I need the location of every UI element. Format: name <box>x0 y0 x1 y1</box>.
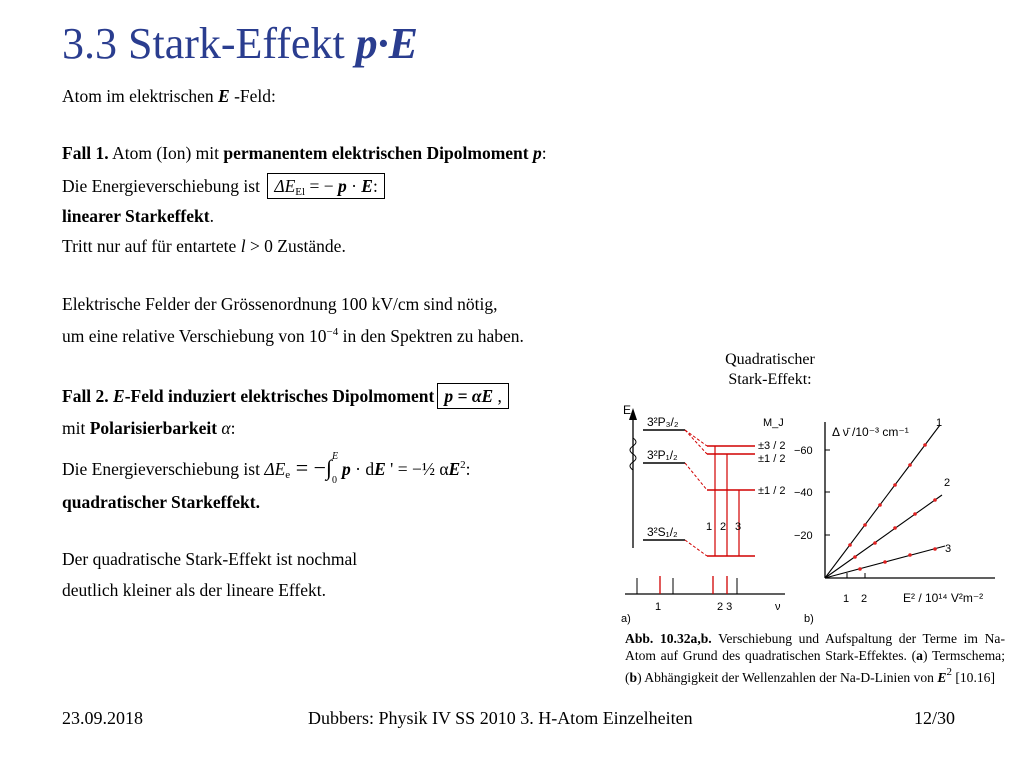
point-1c <box>878 503 882 507</box>
polar-end: : <box>230 418 236 438</box>
f2-b: = −∫ <box>290 455 333 480</box>
linear-stark-label: linearer Starkeffekt <box>62 206 210 226</box>
stark-plot-figure <box>790 410 1015 630</box>
fall1-bold: permanentem elektrischen Dipolmoment <box>223 143 529 163</box>
polar-bold: Polarisierbarkeit <box>89 418 218 438</box>
linear-stark-line <box>62 206 214 227</box>
slide-title <box>62 18 418 69</box>
spectrum-label-1: 1 <box>655 601 662 613</box>
slide-title-text: 3.3 Stark-Effekt <box>62 19 356 68</box>
fields-line-1: Elektrische Felder der Grössenordnung 100 kV/cm sind nötig, <box>62 294 498 314</box>
fall2-var: E <box>113 386 125 406</box>
footer-page-number: 12/30 <box>914 708 956 728</box>
fields-line2-post: in den Spektren zu haben. <box>338 326 524 346</box>
caption-label: Abb. 10.32a,b. <box>625 631 712 646</box>
y-tick-label-60: −60 <box>794 445 813 457</box>
fall1-formula-box <box>267 173 385 199</box>
stark-line-label-1: 1 <box>936 417 943 429</box>
point-1a <box>848 543 852 547</box>
energy-axis-label: E <box>623 403 632 417</box>
caption-ref: [10.16] <box>951 670 995 685</box>
f2-g: E <box>448 459 461 479</box>
f1-end: : <box>372 176 378 196</box>
f1-rest: = − <box>305 176 338 196</box>
f2-upper: E <box>332 451 339 462</box>
state-p32-label: 3²P₃/₂ <box>647 415 679 429</box>
term-scheme-figure <box>615 398 800 628</box>
plot-x-label: E² / 10¹⁴ V²m⁻² <box>903 591 984 605</box>
fall1-var: p <box>533 143 542 163</box>
caption-E: E <box>937 670 947 685</box>
caption-b: b <box>629 670 638 685</box>
figure-caption <box>625 630 1005 686</box>
remark-line-1: Der quadratische Stark-Effekt ist nochmal <box>62 549 358 569</box>
x-tick-label-1: 1 <box>843 593 850 605</box>
point-1e <box>908 463 912 467</box>
f2-f: ' = −½ α <box>385 459 449 479</box>
mj-value-1: ±3 / 2 <box>758 440 786 452</box>
point-1d <box>893 483 897 487</box>
point-2a <box>853 555 857 559</box>
fields-line-2 <box>62 326 524 347</box>
transition-label-2: 2 <box>720 521 727 533</box>
f2-lower: 0 <box>332 475 338 486</box>
fall2-formula-end: , <box>493 386 502 406</box>
f2-d: · d <box>350 459 375 479</box>
y-tick-label-40: −40 <box>794 487 813 499</box>
f2-sub: e <box>285 469 291 481</box>
intro-var: E <box>218 86 230 106</box>
figure-label-1: Quadratischer <box>725 351 815 368</box>
fields-line2-exp: −4 <box>326 326 339 338</box>
panel-a-label: a) <box>621 613 631 625</box>
point-2b <box>873 541 877 545</box>
f1-delta: ΔE <box>274 176 296 196</box>
stark-line-2 <box>825 495 942 578</box>
fall1-text: Atom (Ion) mit <box>108 143 224 163</box>
point-2e <box>933 498 937 502</box>
fall2-energy-line <box>62 451 471 486</box>
point-2d <box>913 512 917 516</box>
spectrum-label-23: 2 3 <box>717 601 733 613</box>
occurs-post: > 0 Zustände. <box>245 236 346 256</box>
occurs-l: l <box>240 236 246 256</box>
linear-stark-end: . <box>209 206 214 226</box>
fall1-energy-line <box>62 176 385 198</box>
fall1-energy-text: Die Energieverschiebung ist <box>62 176 265 196</box>
fall2-bold: -Feld induziert elektrisches Dipolmoment <box>124 386 435 406</box>
fall2-formula: p = αE <box>444 386 494 406</box>
footer-date: 23.09.2018 <box>62 708 143 728</box>
caption-a: a <box>916 648 923 663</box>
spectrum-nu-label: ν <box>775 601 781 613</box>
caption-text: Verschiebung und Aufspaltung der Terme im Na-Atom auf Grund des quadratischen Stark-Effektes. ( <box>625 631 1005 663</box>
polar-var: α <box>217 418 231 438</box>
mj-value-2: ±1 / 2 <box>758 453 786 465</box>
point-3d <box>933 547 937 551</box>
transition-label-1: 1 <box>706 521 713 533</box>
state-p12-label: 3²P₁/₂ <box>647 448 678 462</box>
polar-pre: mit <box>62 418 90 438</box>
caption-mid: ) Termschema; ( <box>625 648 1005 685</box>
occurs-line <box>62 236 346 257</box>
f1-p: p <box>337 176 347 196</box>
point-1b <box>863 523 867 527</box>
intro-text: Atom im elektrischen <box>62 86 219 106</box>
point-3b <box>883 560 887 564</box>
fall1-line <box>62 143 547 164</box>
stark-line-1 <box>825 425 940 578</box>
point-3a <box>858 567 862 571</box>
mj-header: M_J <box>763 417 784 429</box>
f2-c: p <box>342 459 351 479</box>
point-3c <box>908 553 912 557</box>
stark-line-label-3: 3 <box>945 543 952 555</box>
f1-sub: El <box>295 186 306 198</box>
fall2-formula-box <box>437 383 509 409</box>
footer-course: Dubbers: Physik IV SS 2010 3. H-Atom Einzelheiten <box>308 708 693 728</box>
figure-label-2: Stark-Effekt: <box>728 371 812 388</box>
caption-exp: 2 <box>946 666 952 678</box>
f1-dot: · <box>346 176 362 196</box>
f2-e: E <box>374 459 386 479</box>
remark-line-2: deutlich kleiner als der lineare Effekt. <box>62 580 327 600</box>
plot-y-label: Δ ν̄ /10⁻³ cm⁻¹ <box>832 425 909 439</box>
transition-label-3: 3 <box>735 521 742 533</box>
split-connector-2 <box>685 430 707 454</box>
stark-line-label-2: 2 <box>944 477 951 489</box>
slide-title-formula: p·E <box>355 19 419 68</box>
split-connector-4 <box>685 540 707 556</box>
x-tick-label-2: 2 <box>861 593 868 605</box>
fields-line2-text: um eine relative Verschiebung von 10 <box>62 326 327 346</box>
f2-a: ΔE <box>264 459 286 479</box>
occurs-text: Tritt nur auf für entartete <box>62 236 241 256</box>
fall1-label: Fall 1. <box>62 143 109 163</box>
point-1f <box>923 443 927 447</box>
f2-end: : <box>465 459 471 479</box>
split-connector-3 <box>685 463 707 490</box>
mj-value-3: ±1 / 2 <box>758 485 786 497</box>
panel-b-label: b) <box>804 613 814 625</box>
intro-post: -Feld: <box>229 86 276 106</box>
split-connector-1 <box>685 430 707 446</box>
state-s12-label: 3²S₁/₂ <box>647 525 678 539</box>
point-2c <box>893 526 897 530</box>
quad-stark-label: quadratischer Starkeffekt. <box>62 492 260 512</box>
f2-exp: 2 <box>460 459 466 471</box>
caption-end: ) Abhängigkeit der Wellenzahlen der Na-D-Linien von <box>637 670 938 685</box>
fall2-label: Fall 2. <box>62 386 109 406</box>
f1-E: E <box>361 176 373 196</box>
polar-line <box>62 418 235 439</box>
intro-line <box>62 86 276 107</box>
fall2-energy-text: Die Energieverschiebung ist <box>62 459 265 479</box>
y-tick-label-20: −20 <box>794 530 813 542</box>
f2-limits <box>332 451 342 486</box>
fall1-post: : <box>541 143 547 163</box>
figure-label <box>700 350 840 390</box>
fall2-line <box>62 386 509 407</box>
